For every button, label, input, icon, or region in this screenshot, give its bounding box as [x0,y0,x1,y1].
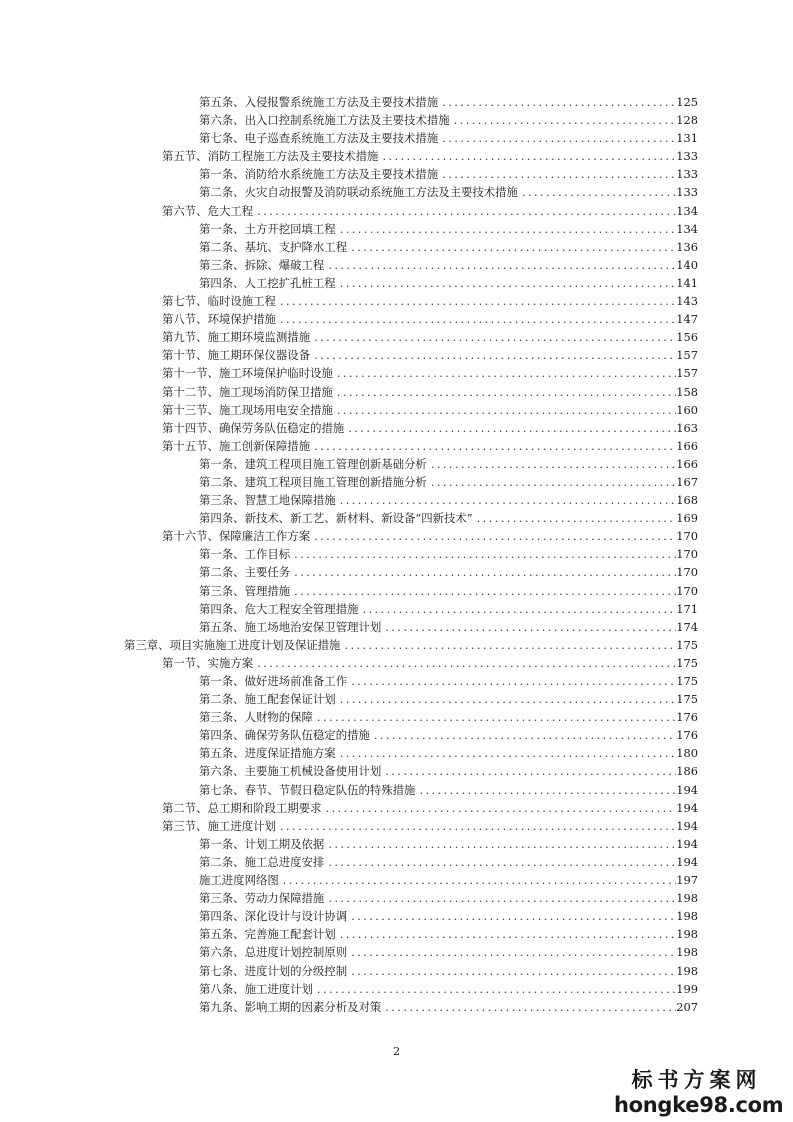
toc-leader-dots [276,292,676,310]
table-of-contents [0,93,793,1016]
toc-leader-dots [473,509,676,527]
toc-entry-page: 194 [676,818,698,833]
toc-entry-page: 176 [676,728,698,743]
toc-entry-label: 第八条、施工进度计划 [199,981,313,996]
toc-entry-page: 166 [676,456,698,471]
toc-entry-page: 157 [676,348,698,363]
toc-entry-label: 第一节、实施方案 [162,655,254,670]
toc-entry-label: 第二条、基坑、支护降水工程 [199,239,348,254]
toc-entry[interactable] [0,762,793,780]
toc-entry-label: 第三节、施工进度计划 [162,818,276,833]
toc-entry[interactable] [0,419,793,437]
toc-entry-page: 170 [676,583,698,598]
toc-entry[interactable] [0,383,793,401]
toc-entry[interactable] [0,346,793,364]
toc-entry[interactable] [0,364,793,382]
toc-leader-dots [333,364,676,382]
toc-entry-page: 175 [676,655,698,670]
toc-entry[interactable] [0,202,793,220]
toc-entry[interactable] [0,129,793,147]
toc-entry-label: 第七条、进度计划的分级控制 [199,963,348,978]
toc-entry-label: 第一条、消防给水系统施工方法及主要技术措施 [199,167,439,182]
toc-entry-label: 施工进度网络图 [199,873,279,888]
toc-entry-label: 第十六节、保障廉洁工作方案 [162,529,311,544]
toc-entry[interactable] [0,690,793,708]
toc-entry[interactable] [0,744,793,762]
toc-leader-dots [324,835,676,853]
toc-entry-label: 第六节、危大工程 [162,203,254,218]
toc-entry[interactable] [0,274,793,292]
toc-entry-page: 167 [676,474,698,489]
toc-entry-page: 169 [676,511,698,526]
toc-leader-dots [438,165,676,183]
toc-entry-label: 第十二节、施工现场消防保卫措施 [162,384,333,399]
toc-entry-page: 158 [676,384,698,399]
toc-leader-dots [347,943,676,961]
toc-leader-dots [253,202,676,220]
toc-leader-dots [336,491,676,509]
toc-entry[interactable] [0,527,793,545]
toc-leader-dots [333,401,676,419]
toc-entry-label: 第六条、出入口控制系统施工方法及主要技术措施 [199,113,450,128]
toc-leader-dots [370,726,676,744]
toc-entry[interactable] [0,654,793,672]
toc-entry-label: 第十五节、施工创新保障措施 [162,438,311,453]
toc-entry-label: 第七条、春节、节假日稳定队伍的特殊措施 [199,782,416,797]
toc-entry-page: 194 [676,836,698,851]
toc-leader-dots [347,238,676,256]
toc-entry-page: 170 [676,547,698,562]
toc-leader-dots [276,817,676,835]
toc-entry-label: 第五条、入侵报警系统施工方法及主要技术措施 [199,95,439,109]
toc-entry[interactable] [0,509,793,527]
toc-entry-label: 第三条、智慧工地保障措施 [199,493,336,508]
toc-entry-page: 199 [676,981,698,996]
toc-leader-dots [310,328,676,346]
toc-entry-label: 第五节、消防工程施工方法及主要技术措施 [162,149,379,164]
toc-entry-label: 第十四节、确保劳务队伍稳定的措施 [162,420,345,435]
toc-entry-page: 207 [676,999,698,1014]
toc-entry[interactable] [0,962,793,980]
toc-entry[interactable] [0,943,793,961]
toc-entry-label: 第三条、人财物的保障 [199,710,313,725]
toc-entry-label: 第一条、工作目标 [199,547,291,562]
toc-entry[interactable] [0,672,793,690]
toc-entry-page: 156 [676,330,698,345]
toc-entry-page: 141 [676,275,698,290]
toc-entry-page: 131 [676,131,698,146]
toc-entry-page: 175 [676,674,698,688]
toc-entry-label: 第二条、施工总进度安排 [199,854,325,869]
toc-entry-label: 第二条、火灾自动报警及消防联动系统施工方法及主要技术措施 [199,185,518,200]
toc-leader-dots [427,473,676,491]
toc-leader-dots [310,437,676,455]
toc-leader-dots [336,744,676,762]
toc-leader-dots [324,853,676,871]
toc-entry-label: 第二节、总工期和阶段工期要求 [162,800,322,815]
toc-entry-page: 134 [676,221,698,236]
toc-leader-dots [310,346,676,364]
toc-entry-label: 第二条、施工配套保证计划 [199,692,336,707]
toc-leader-dots [344,419,676,437]
toc-leader-dots [438,129,676,147]
toc-entry[interactable] [0,328,793,346]
toc-entry[interactable] [0,111,793,129]
toc-leader-dots [336,690,676,708]
toc-leader-dots [290,545,676,563]
toc-entry-label: 第六条、主要施工机械设备使用计划 [199,764,382,779]
toc-entry-page: 125 [676,95,698,109]
toc-entry-label: 第三条、管理措施 [199,583,291,598]
toc-entry-page: 128 [676,113,698,128]
toc-entry-label: 第六条、总进度计划控制原则 [199,945,348,960]
toc-entry-page: 198 [676,891,698,906]
toc-leader-dots [347,907,676,925]
toc-entry[interactable] [0,310,793,328]
toc-entry-label: 第二条、主要任务 [199,565,291,580]
toc-entry[interactable] [0,93,793,111]
toc-entry[interactable] [0,907,793,925]
toc-entry[interactable] [0,147,793,165]
toc-entry[interactable] [0,889,793,907]
toc-entry-label: 第一条、土方开挖回填工程 [199,221,336,236]
toc-entry[interactable] [0,545,793,563]
toc-entry-label: 第四条、人工挖扩孔桩工程 [199,275,336,290]
toc-entry-label: 第一条、计划工期及依据 [199,836,325,851]
toc-entry-page: 175 [676,692,698,707]
toc-entry[interactable] [0,238,793,256]
toc-entry-label: 第五条、进度保证措施方案 [199,746,336,761]
toc-entry-label: 第四条、新技术、新工艺、新材料、新设备“四新技术” [199,511,473,526]
watermark-url: hongke98.com [614,1093,784,1117]
toc-entry-label: 第五条、施工场地治安保卫管理计划 [199,619,382,634]
toc-leader-dots [518,183,676,201]
toc-entry-page: 194 [676,782,698,797]
toc-entry-label: 第四条、危大工程安全管理措施 [199,601,359,616]
toc-entry[interactable] [0,726,793,744]
toc-entry-page: 140 [676,257,698,272]
toc-leader-dots [381,762,676,780]
toc-entry-label: 第九条、影响工期的因素分析及对策 [199,999,382,1014]
toc-leader-dots [324,889,676,907]
toc-entry[interactable] [0,437,793,455]
toc-entry[interactable] [0,292,793,310]
toc-leader-dots [358,600,676,618]
toc-entry[interactable] [0,871,793,889]
toc-entry[interactable] [0,853,793,871]
toc-entry-page: 166 [676,438,698,453]
toc-entry-label: 第七条、电子巡查系统施工方法及主要技术措施 [199,131,439,146]
toc-entry-label: 第二条、建筑工程项目施工管理创新措施分析 [199,474,427,489]
toc-entry-label: 第十一节、施工环境保护临时设施 [162,366,333,381]
toc-entry-page: 194 [676,854,698,869]
toc-entry[interactable] [0,256,793,274]
toc-leader-dots [381,618,676,636]
toc-entry[interactable] [0,401,793,419]
toc-entry-page: 198 [676,945,698,960]
toc-entry-page: 198 [676,909,698,924]
page-number: 2 [392,1044,401,1058]
toc-entry[interactable] [0,980,793,998]
toc-entry-page: 176 [676,710,698,725]
toc-leader-dots [276,310,676,328]
toc-entry-page: 171 [676,601,698,616]
toc-entry-label: 第一条、做好进场前准备工作 [199,674,348,688]
toc-leader-dots [381,998,676,1016]
toc-leader-dots [336,274,676,292]
toc-leader-dots [253,654,676,672]
toc-entry[interactable] [0,998,793,1016]
toc-leader-dots [438,93,676,111]
toc-leader-dots [310,527,676,545]
toc-entry-page: 147 [676,312,698,327]
toc-entry-page: 170 [676,565,698,580]
toc-leader-dots [279,871,676,889]
toc-entry[interactable] [0,781,793,799]
toc-entry-page: 133 [676,185,698,200]
toc-entry-page: 186 [676,764,698,779]
toc-leader-dots [378,147,676,165]
toc-entry-page: 134 [676,203,698,218]
toc-leader-dots [347,672,676,690]
toc-entry[interactable] [0,600,793,618]
toc-entry[interactable] [0,618,793,636]
toc-entry[interactable] [0,799,793,817]
toc-entry[interactable] [0,183,793,201]
toc-entry[interactable] [0,455,793,473]
toc-leader-dots [336,925,676,943]
toc-leader-dots [321,799,676,817]
toc-entry-page: 133 [676,149,698,164]
toc-leader-dots [450,111,676,129]
toc-entry-page: 175 [676,637,698,652]
toc-entry-page: 136 [676,239,698,254]
toc-entry[interactable] [0,582,793,600]
toc-entry-page: 180 [676,746,698,761]
toc-leader-dots [415,781,676,799]
toc-entry-label: 第五条、完善施工配套计划 [199,927,336,942]
toc-leader-dots [313,980,676,998]
toc-leader-dots [336,220,676,238]
toc-entry[interactable] [0,835,793,853]
toc-entry[interactable] [0,473,793,491]
toc-entry-page: 143 [676,294,698,309]
toc-entry[interactable] [0,165,793,183]
toc-entry[interactable] [0,708,793,726]
toc-leader-dots [340,636,676,654]
toc-entry-label: 第三条、拆除、爆破工程 [199,257,325,272]
toc-entry[interactable] [0,563,793,581]
toc-leader-dots [313,708,676,726]
watermark-title: 标书方案网 [631,1067,762,1092]
toc-entry[interactable] [0,636,793,654]
toc-leader-dots [290,582,676,600]
toc-entry-label: 第一条、建筑工程项目施工管理创新基础分析 [199,456,427,471]
toc-entry[interactable] [0,220,793,238]
toc-entry-page: 168 [676,493,698,508]
toc-entry[interactable] [0,925,793,943]
toc-entry-label: 第十节、施工期环保仪器设备 [162,348,311,363]
toc-entry-page: 197 [676,873,698,888]
toc-leader-dots [347,962,676,980]
toc-entry-page: 198 [676,963,698,978]
toc-entry-label: 第八节、环境保护措施 [162,312,276,327]
toc-entry-page: 160 [676,402,698,417]
toc-leader-dots [427,455,676,473]
toc-entry-label: 第三条、劳动力保障措施 [199,891,325,906]
toc-entry-label: 第十三节、施工现场用电安全措施 [162,402,333,417]
watermark-logo [614,1067,784,1118]
toc-entry-label: 第四条、深化设计与设计协调 [199,909,348,924]
toc-entry[interactable] [0,817,793,835]
toc-entry-page: 174 [676,619,698,634]
toc-entry-page: 194 [676,800,698,815]
toc-entry-page: 198 [676,927,698,942]
toc-entry-page: 163 [676,420,698,435]
toc-leader-dots [324,256,676,274]
toc-leader-dots [333,383,676,401]
toc-entry-label: 第三章、项目实施施工进度计划及保证措施 [124,637,341,652]
toc-entry-page: 133 [676,167,698,182]
toc-entry-page: 157 [676,366,698,381]
toc-entry[interactable] [0,491,793,509]
toc-leader-dots [290,563,676,581]
toc-entry-label: 第七节、临时设施工程 [162,294,276,309]
toc-entry-page: 170 [676,529,698,544]
toc-entry-label: 第四条、确保劳务队伍稳定的措施 [199,728,370,743]
toc-entry-label: 第九节、施工期环境监测措施 [162,330,311,345]
